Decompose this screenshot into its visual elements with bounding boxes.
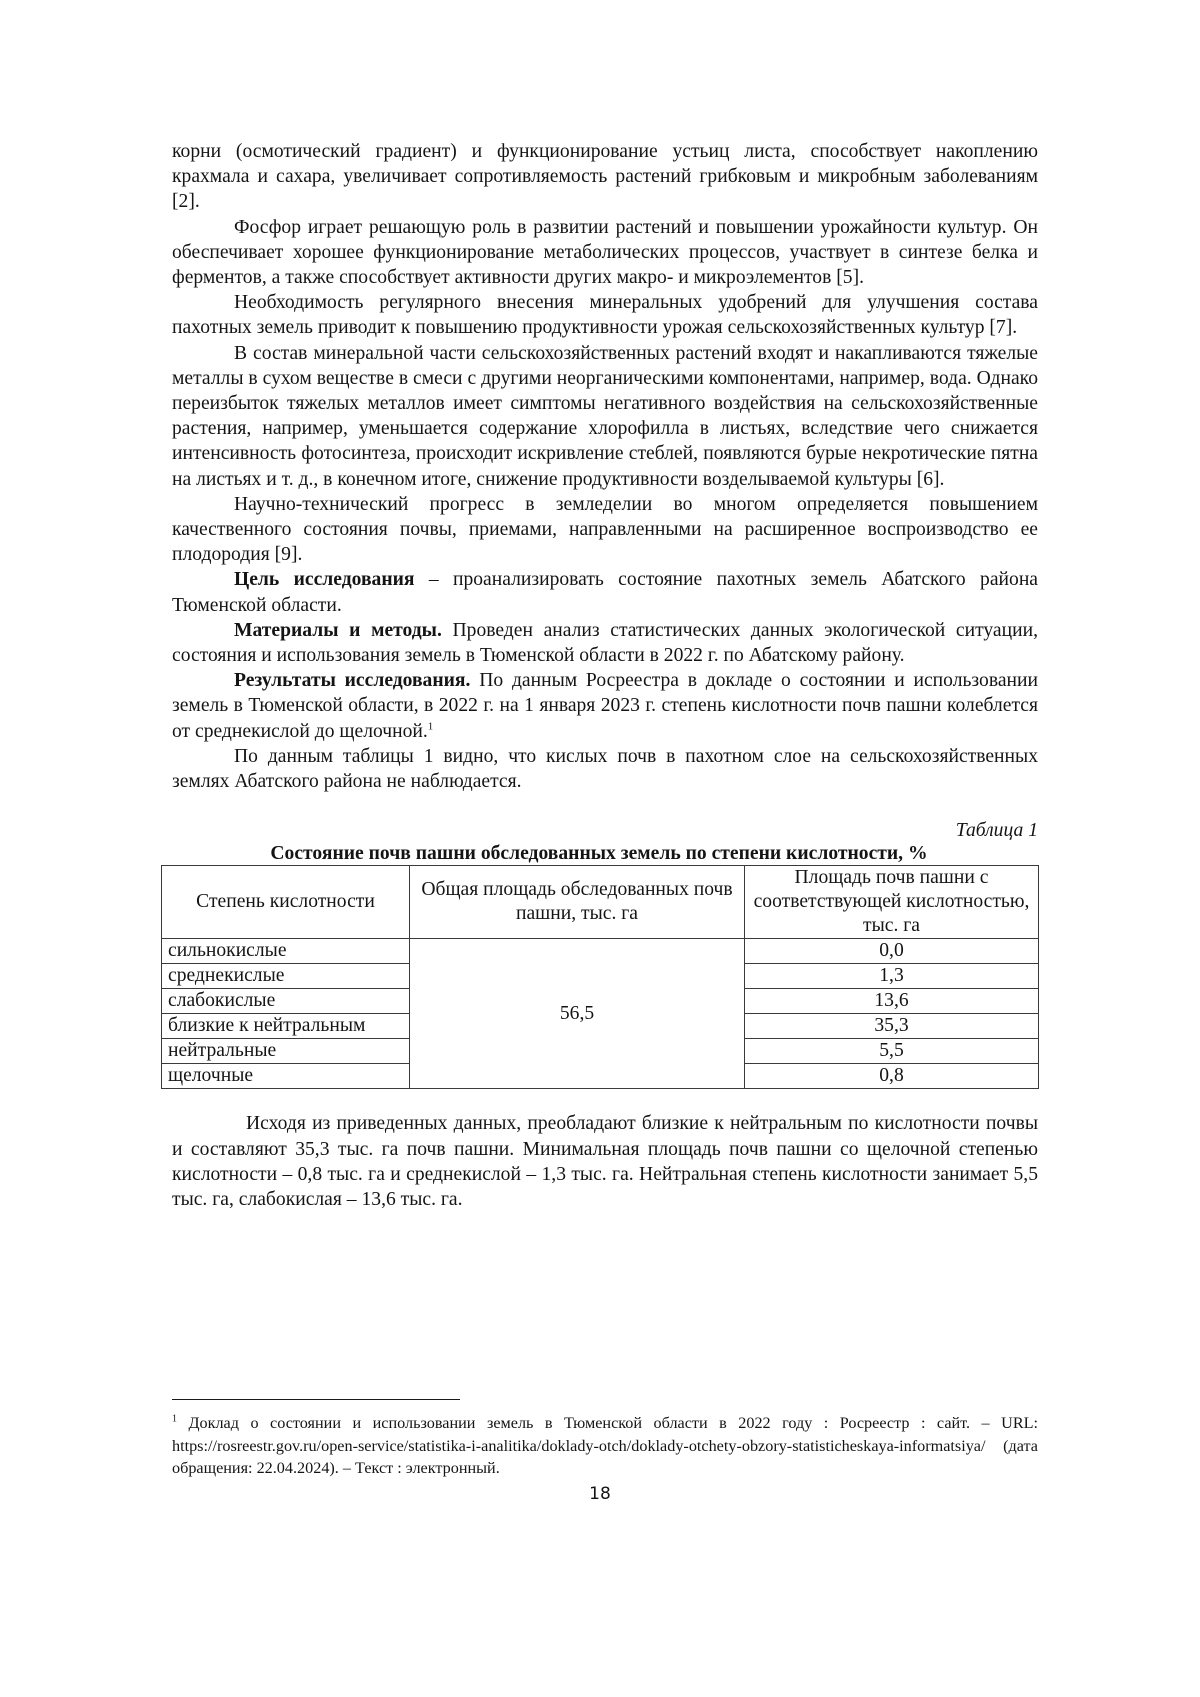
row-area-value: 35,3: [745, 1014, 1039, 1039]
row-acidity-name: щелочные: [162, 1064, 410, 1089]
row-acidity-name: нейтральные: [162, 1039, 410, 1064]
paragraph-text: Исходя из приведенных данных, преобладают близкие к нейтральным по кислотности почвы и составляют 35,3 тыс. га почв пашни. Минимальная площадь почв пашни со щелочной степенью кислотности – 0,8 тыс. га и среднекислой – 1,3 тыс. га. Нейтральная степень кислотности занимает 5,5 тыс. га, слабокислая – 13,6 тыс. га.: [172, 1113, 1038, 1211]
row-area-value: 5,5: [745, 1039, 1039, 1064]
paragraph-lead: Материалы и методы.: [234, 619, 442, 641]
column-header-area-by-acidity: Площадь почв пашни с соответствующей кислотностью, тыс. га: [745, 866, 1039, 939]
paragraph-text: По данным таблицы 1 видно, что кислых почв в пахотном слое на сельскохозяйственных землях Абатского района не наблюдается.: [172, 745, 1038, 793]
paragraph-progress: [172, 492, 1038, 568]
paragraph-heavy-metals: [172, 341, 1038, 492]
table-caption: Таблица 1: [955, 820, 1038, 842]
column-header-total-area: Общая площадь обследованных почв пашни, тыс. га: [410, 866, 745, 939]
paragraph-potassium-cont: [172, 139, 1038, 215]
paragraph-methods: [172, 618, 1038, 668]
row-area-value: 0,8: [745, 1064, 1039, 1089]
column-header-acidity: Степень кислотности: [162, 866, 410, 939]
paragraph-text: Фосфор играет решающую роль в развитии растений и повышении урожайности культур. Он обеспечивает хорошее функционирование метаболических процессов, участвует в синтезе белка и ферментов, а также способствует активности других макро- и микроэлементов [5].: [172, 216, 1038, 289]
total-area-cell: 56,5: [410, 939, 745, 1089]
row-area-value: 13,6: [745, 989, 1039, 1014]
footnote-text: Доклад о состоянии и использовании земель в Тюменской области в 2022 году : Росреестр : сайт. – URL: https://rosreestr.gov.ru/open-service/statistika-i-analitika/doklady-otch/doklady-otchety-obzory-statisticheskaya-informatsiya/ (дата обращения: 22.04.2024). – Текст : электронный.: [172, 1414, 1038, 1477]
paragraph-fertilizers: [172, 290, 1038, 340]
paragraph-conclusion: [172, 1111, 1038, 1212]
paragraph-text: Необходимость регулярного внесения минеральных удобрений для улучшения состава пахотных земель приводит к повышению продуктивности урожая сельскохозяйственных культур [7].: [172, 292, 1038, 339]
paragraph-lead: Цель исследования: [234, 569, 415, 591]
acidity-table: [161, 865, 1039, 1089]
table-title: Состояние почв пашни обследованных земель по степени кислотности, %: [270, 843, 928, 865]
paragraph-text: По данным Росреестра в докладе о состоянии и использовании земель в Тюменской области, в 2022 г. на 1 января 2023 г. степень кислотности почв пашни колеблется от среднекислой до щелочной.: [172, 670, 1038, 742]
paragraph-text: – проанализировать состояние пахотных земель Абатского района Тюменской области.: [172, 569, 1038, 616]
row-acidity-name: слабокислые: [162, 989, 410, 1014]
table-header-row: [162, 866, 1039, 939]
paragraph-text: корни (осмотический градиент) и функционирование устьиц листа, способствует накоплению крахмала и сахара, увеличивает сопротивляемость растений грибковым и микробным заболеваниям [2].: [172, 141, 1038, 213]
paragraph-phosphorus: [172, 215, 1038, 291]
paragraph-table-intro: [172, 744, 1038, 794]
row-acidity-name: среднекислые: [162, 964, 410, 989]
page-number: 18: [589, 1484, 611, 1504]
footnote-separator: [172, 1399, 460, 1400]
footnote-reference[interactable]: 1: [427, 720, 434, 733]
row-area-value: 0,0: [745, 939, 1039, 964]
paragraph-results: [172, 668, 1038, 744]
paragraph-text: Научно-технический прогресс в земледелии во многом определяется повышением качественного состояния почвы, приемами, направленными на расширенное воспроизводство ее плодородия [9].: [172, 493, 1038, 566]
paragraph-goal: [172, 567, 1038, 617]
paragraph-text: В состав минеральной части сельскохозяйственных растений входят и накапливаются тяжелые металлы в сухом веществе в смеси с другими неорганическими компонентами, например, вода. Однако переизбыток тяжелых металлов имеет симптомы негативного воздействия на сельскохозяйственные растения, например, уменьшается содержание хлорофилла в листьях, вследствие чего снижается интенсивность фотосинтеза, происходит искривление стеблей, появляются бурые некротические пятна на листьях и т. д., в конечном итоге, снижение продуктивности возделываемой культуры [6].: [172, 342, 1038, 490]
paragraph-lead: Результаты исследования.: [234, 670, 471, 692]
table-row: [162, 939, 1039, 964]
footnote: [172, 1412, 1038, 1480]
paragraph-text: Проведен анализ статистических данных экологической ситуации, состояния и использования земель в Тюменской области в 2022 г. по Абатскому району.: [172, 619, 1038, 667]
row-acidity-name: сильнокислые: [162, 939, 410, 964]
page-body: [168, 139, 1038, 1212]
row-acidity-name: близкие к нейтральным: [162, 1014, 410, 1039]
conclusion-block: [172, 1111, 1038, 1212]
footnote-mark: 1: [172, 1413, 177, 1425]
row-area-value: 1,3: [745, 964, 1039, 989]
